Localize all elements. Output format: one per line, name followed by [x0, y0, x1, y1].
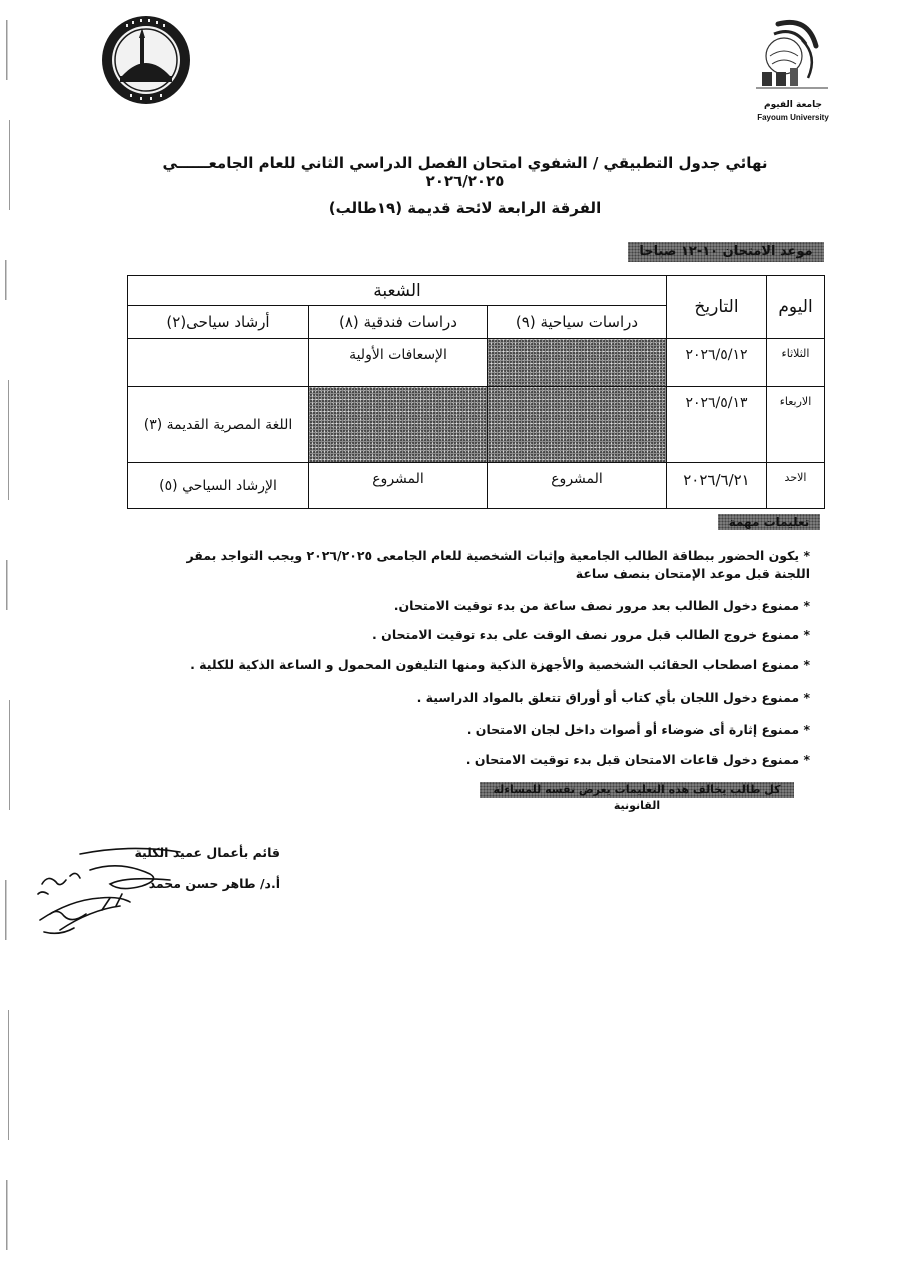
header-day: اليوم	[767, 276, 825, 339]
division-hotel: دراسات فندقية (٨)	[309, 306, 488, 339]
note-item: * يكون الحضور ببطاقة الطالب الجامعية وإثبات الشخصية للعام الجامعى ٢٠٢٦/٢٠٢٥ ويجب التواجد بمقر اللجنة قبل موعد الإمتحان بنصف ساعة	[186, 548, 810, 581]
row-guidance-subject: الإرشاد السياحي (٥)	[128, 463, 309, 509]
row-date: ٢٠٢٦/٥/١٣	[667, 387, 767, 463]
notes-label: تعليمات مهمة	[718, 514, 820, 530]
university-name-arabic: جامعة الفيوم	[764, 100, 822, 110]
empty-shaded-cell	[488, 339, 667, 387]
row-date: ٢٠٢٦/٥/١٢	[667, 339, 767, 387]
table-row	[128, 387, 825, 463]
table-row	[128, 339, 825, 387]
table-row	[128, 463, 825, 509]
row-day: الثلاثاء	[767, 339, 825, 387]
empty-shaded-cell	[488, 387, 667, 463]
signatory-name: أ.د/ طاهر حسن محمد	[148, 876, 280, 891]
university-name-english: Fayoum University	[757, 113, 829, 122]
note-item: * ممنوع خروج الطالب قبل مرور نصف الوقت على بدء توقيت الامتحان .	[372, 627, 810, 642]
empty-shaded-cell	[309, 387, 488, 463]
handwritten-signature	[30, 840, 220, 940]
division-tourism: دراسات سياحية (٩)	[488, 306, 667, 339]
legal-warning: كل طالب يخالف هذه التعليمات يعرض نفسه للمساءلة القانونية	[480, 782, 794, 798]
document-title: نهائي جدول التطبيقي / الشفوي امتحان الفصل الدراسي الثاني للعام الجامعــــــي ٢٠٢٦/٢٠٢٥	[162, 154, 768, 190]
university-logo	[748, 16, 838, 122]
document-subtitle: الفرقة الرابعة لائحة قديمة (١٩طالب)	[328, 199, 602, 217]
note-item: * ممنوع دخول الطالب بعد مرور نصف ساعة من بدء توقيت الامتحان.	[393, 598, 810, 613]
signatory-role: قائم بأعمال عميد الكلية	[134, 845, 280, 860]
row-hotel-subject: المشروع	[309, 463, 488, 509]
header-division: الشعبة	[128, 276, 667, 306]
row-hotel-subject: الإسعافات الأولية	[309, 339, 488, 387]
note-item: * ممنوع دخول اللجان بأي كتاب أو أوراق تتعلق بالمواد الدراسية .	[416, 690, 810, 705]
division-guidance: أرشاد سياحى(٢)	[128, 306, 309, 339]
note-item: * ممنوع إثارة أى ضوضاء أو أصوات داخل لجان الامتحان .	[466, 722, 810, 737]
empty-cell	[128, 339, 309, 387]
row-tourism-subject: المشروع	[488, 463, 667, 509]
header-date: التاريخ	[667, 276, 767, 339]
row-guidance-subject: اللغة المصرية القديمة (٣)	[128, 387, 309, 463]
exam-schedule-table	[127, 275, 825, 509]
scan-margin-artifact	[0, 0, 16, 1280]
note-item: * ممنوع اصطحاب الحقائب الشخصية والأجهزة الذكية ومنها التليفون المحمول و الساعة الذكية للكلية .	[190, 657, 810, 672]
exam-time-label: موعد الامتحان ١٠-١٢ صباحا	[628, 242, 824, 262]
note-item: * ممنوع دخول قاعات الامتحان قبل بدء توقيت الامتحان .	[465, 752, 810, 767]
row-day: الاحد	[767, 463, 825, 509]
faculty-seal-logo	[100, 14, 192, 106]
row-date: ٢٠٢٦/٦/٢١	[667, 463, 767, 509]
row-day: الاربعاء	[767, 387, 825, 463]
